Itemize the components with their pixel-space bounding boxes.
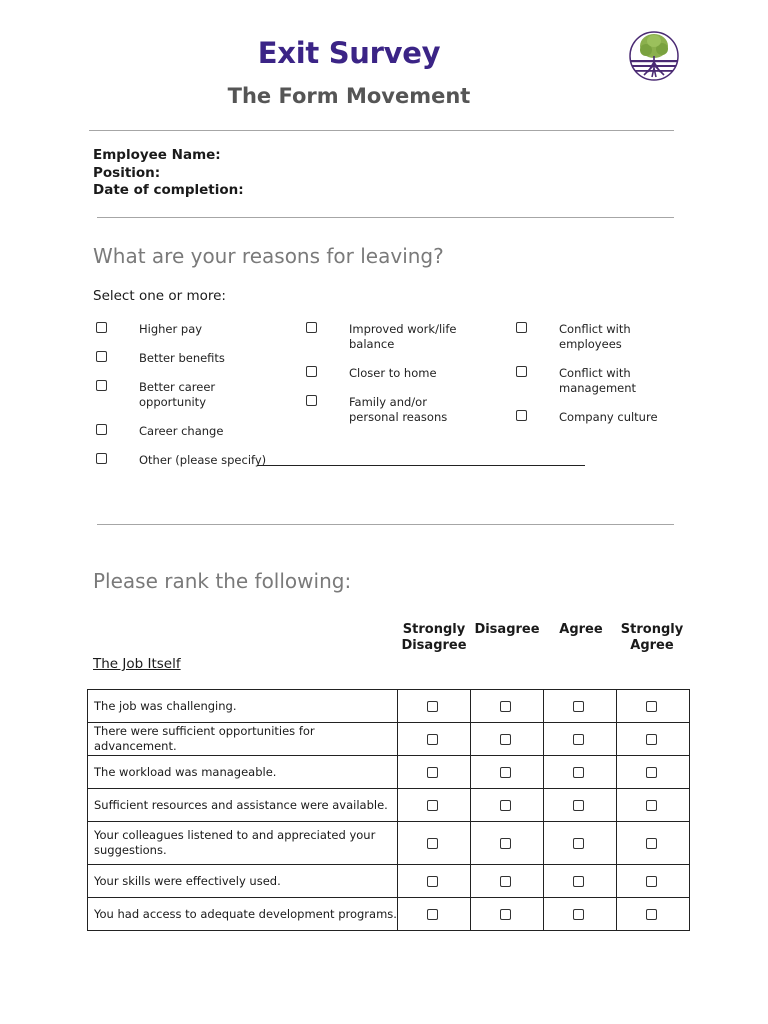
strongly-disagree-checkbox[interactable] [427,909,438,920]
table-row [88,789,690,822]
option-label: Improved work/life balance [349,322,457,351]
statement-cell: The workload was manageable. [88,756,398,789]
rating-cell [398,865,471,898]
disagree-checkbox[interactable] [500,800,511,811]
rating-cell [617,690,690,723]
divider [97,524,674,525]
disagree-checkbox[interactable] [500,767,511,778]
disagree-checkbox[interactable] [500,909,511,920]
table-row [88,723,690,756]
agree-checkbox[interactable] [573,767,584,778]
rating-cell [471,723,544,756]
reasons-heading: What are your reasons for leaving? [93,244,444,268]
ranking-table [87,689,690,931]
divider [97,217,674,218]
option-label: Career change [139,424,224,438]
other-checkbox[interactable] [96,453,107,464]
reasons-instruction: Select one or more: [93,288,226,304]
rating-cell [398,822,471,865]
table-row [88,756,690,789]
column-header-agree: Agree [559,622,603,637]
option-label: Family and/or personal reasons [349,395,448,424]
rating-cell [544,822,617,865]
rating-cell [544,789,617,822]
rating-cell [471,756,544,789]
agree-checkbox[interactable] [573,734,584,745]
rating-cell [617,822,690,865]
option-label: Closer to home [349,366,437,380]
rating-cell [398,756,471,789]
rating-cell [617,789,690,822]
rating-cell [544,865,617,898]
rating-cell [471,898,544,931]
strongly-agree-checkbox[interactable] [646,838,657,849]
strongly-agree-checkbox[interactable] [646,767,657,778]
rating-cell [398,690,471,723]
career-change-checkbox[interactable] [96,424,107,435]
agree-checkbox[interactable] [573,838,584,849]
strongly-disagree-checkbox[interactable] [427,800,438,811]
rating-cell [544,690,617,723]
statement-cell: You had access to adequate development programs. [88,898,398,931]
column-header-strongly-agree: Strongly Agree [620,622,684,653]
page-subtitle: The Form Movement [227,84,471,108]
conflict-management-checkbox[interactable] [516,366,527,377]
table-row [88,690,690,723]
column-header-disagree: Disagree [474,622,540,637]
other-specify-field[interactable] [257,465,585,466]
rating-cell [471,690,544,723]
higher-pay-checkbox[interactable] [96,322,107,333]
rating-cell [544,898,617,931]
disagree-checkbox[interactable] [500,838,511,849]
rating-cell [471,822,544,865]
option-label: Conflict with management [559,366,637,395]
rating-cell [471,865,544,898]
strongly-agree-checkbox[interactable] [646,701,657,712]
rating-cell [544,723,617,756]
table-row [88,898,690,931]
company-culture-checkbox[interactable] [516,410,527,421]
divider [89,130,674,131]
option-label: Other (please specify) [139,453,267,467]
conflict-employees-checkbox[interactable] [516,322,527,333]
rating-cell [398,789,471,822]
statement-cell: Sufficient resources and assistance were available. [88,789,398,822]
position-label: Position: [93,164,161,181]
strongly-disagree-checkbox[interactable] [427,767,438,778]
strongly-agree-checkbox[interactable] [646,800,657,811]
rating-cell [544,756,617,789]
rating-cell [617,898,690,931]
option-label: Conflict with employees [559,322,631,351]
page-title: Exit Survey [257,36,441,70]
option-label: Better career opportunity [139,380,216,409]
table-row [88,822,690,865]
better-benefits-checkbox[interactable] [96,351,107,362]
tree-logo-icon [628,30,680,82]
rating-cell [617,865,690,898]
closer-to-home-checkbox[interactable] [306,366,317,377]
agree-checkbox[interactable] [573,909,584,920]
strongly-disagree-checkbox[interactable] [427,838,438,849]
statement-cell: There were sufficient opportunities for advancement. [88,723,398,756]
rating-cell [398,898,471,931]
strongly-disagree-checkbox[interactable] [427,701,438,712]
rating-cell [398,723,471,756]
rating-cell [617,756,690,789]
strongly-agree-checkbox[interactable] [646,876,657,887]
strongly-disagree-checkbox[interactable] [427,876,438,887]
subsection-title: The Job Itself [93,656,181,672]
agree-checkbox[interactable] [573,800,584,811]
statement-cell: Your skills were effectively used. [88,865,398,898]
family-reasons-checkbox[interactable] [306,395,317,406]
employee-info [93,147,244,200]
better-career-checkbox[interactable] [96,380,107,391]
work-life-balance-checkbox[interactable] [306,322,317,333]
disagree-checkbox[interactable] [500,734,511,745]
column-header-strongly-disagree: Strongly Disagree [401,622,467,653]
agree-checkbox[interactable] [573,876,584,887]
rating-cell [617,723,690,756]
employee-name-label: Employee Name: [93,147,221,163]
option-label: Company culture [559,410,658,424]
strongly-agree-checkbox[interactable] [646,734,657,745]
statement-cell: The job was challenging. [88,690,398,723]
option-label: Better benefits [139,351,225,365]
statement-cell: Your colleagues listened to and appreciated your suggestions. [88,822,398,865]
ranking-heading: Please rank the following: [93,569,352,593]
disagree-checkbox[interactable] [500,876,511,887]
table-row [88,865,690,898]
option-label: Higher pay [139,322,203,336]
agree-checkbox[interactable] [573,701,584,712]
strongly-disagree-checkbox[interactable] [427,734,438,745]
strongly-agree-checkbox[interactable] [646,909,657,920]
disagree-checkbox[interactable] [500,701,511,712]
rating-cell [471,789,544,822]
date-of-completion-label: Date of completion: [93,182,244,198]
